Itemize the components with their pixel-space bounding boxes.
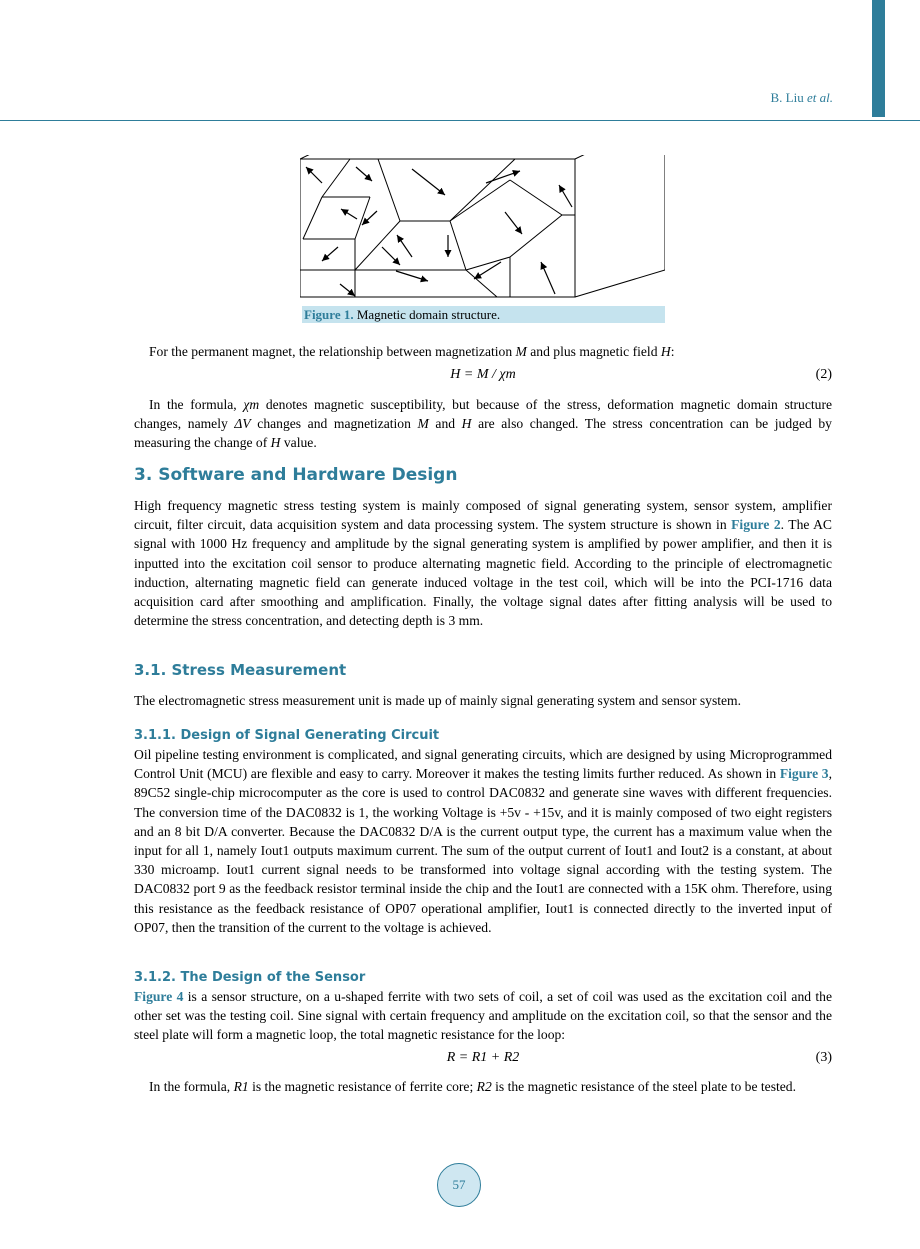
- domain-wall: [355, 221, 400, 270]
- paragraph-stress-measurement: The electromagnetic stress measurement unit is made up of mainly signal generating system and sensor system.: [134, 693, 742, 708]
- domain-wall: [510, 180, 562, 215]
- figure-magnetic-domain: [300, 155, 665, 325]
- section-heading-3-1-1: 3.1.1. Design of Signal Generating Circuit: [134, 728, 440, 743]
- paragraph-formula-explanation: In the formula, χm denotes magnetic susceptibility, but because of the stress, deformation magnetic domain structure changes, namely ΔV changes and magnetization M and H are also changed. The stress concentration can be judged by measuring the change of H value.: [134, 397, 833, 451]
- domain-top-face: [300, 155, 625, 159]
- running-header: [771, 90, 833, 106]
- figure-caption: [302, 306, 665, 323]
- figure-3-link[interactable]: Figure 3: [779, 766, 829, 782]
- figure-caption-text: Magnetic domain structure.: [356, 307, 501, 322]
- equation-2-number: (2): [815, 367, 832, 382]
- magnetization-arrow: [559, 185, 572, 207]
- header-author-suffix: et al.: [807, 90, 833, 105]
- header-rule: [0, 120, 920, 121]
- section-heading-3-1: 3.1. Stress Measurement: [134, 661, 347, 679]
- equation-2-body: H = M / χm: [450, 367, 516, 382]
- equation-3-number: (3): [815, 1050, 832, 1065]
- magnetization-arrow: [505, 212, 522, 234]
- magnetization-arrow: [341, 209, 357, 219]
- section-heading-3: 3. Software and Hardware Design: [134, 465, 458, 485]
- section-heading-3-1-2: 3.1.2. The Design of the Sensor: [134, 970, 366, 985]
- figure-2-link[interactable]: Figure 2: [731, 517, 781, 533]
- magnetization-arrow: [474, 262, 501, 279]
- domain-wall: [322, 159, 350, 197]
- paragraph-system-overview: High frequency magnetic stress testing system is mainly composed of signal generating system, sensor system, amplifier circuit, filter circuit, data acquisition system and data processing system. The system structure is shown in Figure 2. The AC signal with 1000 Hz frequency and amplitude by the signal generating system is amplified by power amplifier, and then it is inputted into the excitation coil sensor to produce alternating magnetic field. According to the principle of electromagnetic induction, alternating magnetic field can generate induced voltage in the test coil, which will be into the PCI-1716 data acquisition card after smoothing and amplification. Finally, the voltage signal dates after fitting analysis will be used to determine the stress concentration, and detecting depth is 3 mm.: [134, 498, 832, 629]
- magnetization-arrow: [396, 271, 428, 281]
- domain-wall: [450, 159, 515, 221]
- paragraph-signal-generating: Oil pipeline testing environment is complicated, and signal generating circuits, which are designed by using Microprogrammed Control Unit (MCU) are flexible and easy to carry. Moreover it makes the testing limits further reduced. As shown in Figure 3, 89C52 single-chip microcomputer as the core is used to control DAC0832 and generate sine waves with different frequencies. The conversion time of the DAC0832 is 1, the working Voltage is +5v - +15v, and it is mainly composed of two eight registers and an 8 bit D/A converter. Because the DAC0832 D/A is the current output type, the current has a maximum value when the input for all 1, namely Iout1 outputs maximum current. The sum of the output current of Iout1 and Iout2 is a constant, at about 330 microamp. Iout1 current signal needs to be transformed into voltage signal according with the testing system. The DAC0832 port 9 as the feedback resistor terminal inside the chip and the Iout1 are connected with a 15K ohm. Therefore, using this resistance as the feedback resistance of OP07 operational amplifier, Iout1 is connected directly to the inverted input of OP07, then the transition of the current to the voltage is achieved.: [134, 747, 832, 935]
- paragraph-resistance-explanation: In the formula, R1 is the magnetic resistance of ferrite core; R2 is the magnetic resistance of the steel plate to be tested.: [149, 1079, 796, 1094]
- domain-wall: [450, 221, 466, 270]
- magnetization-arrow: [397, 235, 412, 257]
- domain-wall: [378, 159, 400, 221]
- figure-caption-label[interactable]: Figure 1.: [304, 307, 354, 322]
- domain-wall: [466, 257, 510, 270]
- paragraph-sensor-design: Figure 4 is a sensor structure, on a u-shaped ferrite with two sets of coil, a set of coil was used as the excitation coil and the other set was the testing coil. Sine signal with certain frequency and amplitude on the excitation coil, so that the sensor and the steel plate will form a magnetic loop, the total magnetic resistance for the loop:: [134, 989, 832, 1043]
- equation-3-body: R = R1 + R2: [446, 1050, 520, 1065]
- domain-front-face: [300, 159, 575, 297]
- equation-2: [134, 367, 832, 387]
- magnetization-arrow: [356, 167, 372, 181]
- figure-4-link[interactable]: Figure 4: [134, 989, 184, 1004]
- accent-bar: [872, 0, 885, 117]
- magnetization-arrow: [306, 167, 322, 183]
- domain-wall: [510, 215, 562, 257]
- magnetization-arrow: [322, 247, 338, 261]
- magnetization-arrow: [382, 247, 400, 265]
- domain-wall: [355, 197, 370, 239]
- domain-wall: [303, 197, 322, 239]
- domain-side-face: [575, 155, 665, 297]
- magnetization-arrow: [340, 284, 355, 296]
- header-author: B. Liu: [770, 90, 804, 105]
- magnetization-arrow: [412, 169, 445, 195]
- magnetization-arrow: [486, 171, 520, 183]
- equation-3: [134, 1050, 832, 1070]
- page-number: 57: [437, 1163, 481, 1207]
- magnetization-arrow: [541, 262, 555, 294]
- domain-wall: [450, 180, 510, 221]
- magnetic-domain-diagram: [300, 155, 665, 305]
- paragraph-permanent-magnet: For the permanent magnet, the relationship between magnetization M and plus magnetic field H:: [149, 344, 675, 359]
